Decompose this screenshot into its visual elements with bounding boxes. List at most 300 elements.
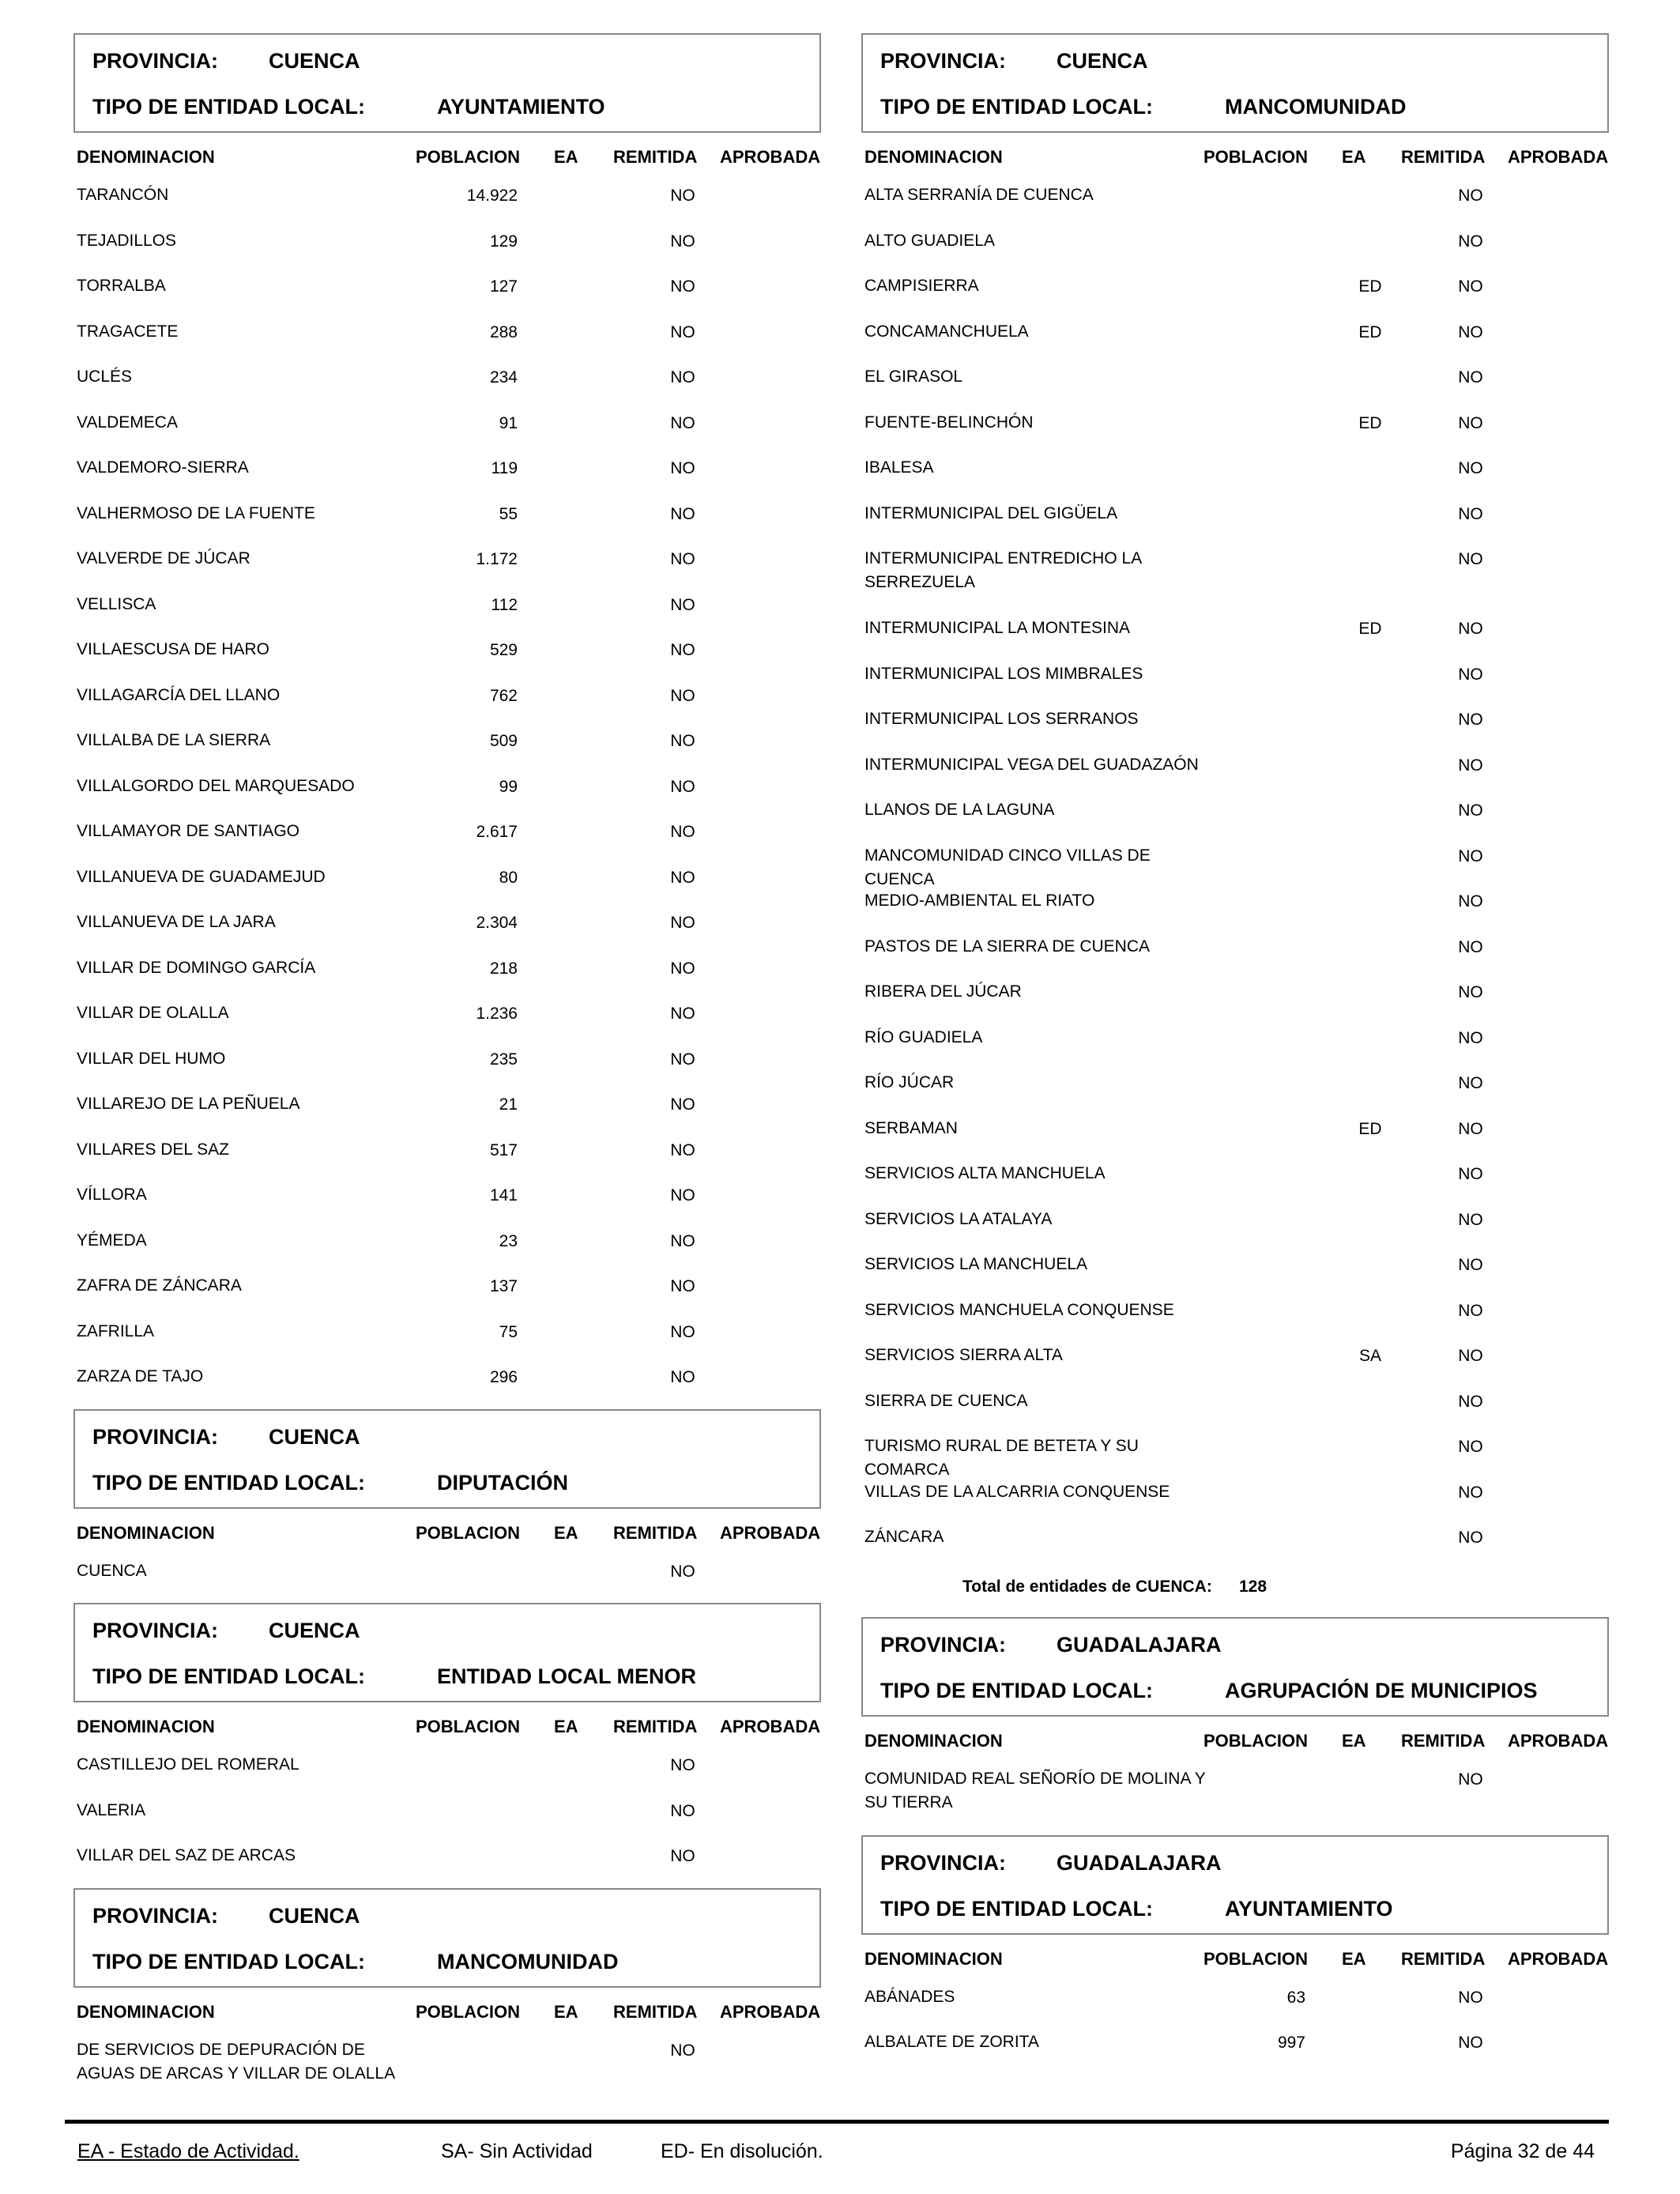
provincia-label: PROVINCIA: bbox=[92, 1424, 219, 1449]
provincia-value: CUENCA bbox=[269, 1619, 360, 1642]
section-header bbox=[861, 33, 1609, 133]
tipo-entidad-value: AYUNTAMIENTO bbox=[1225, 1896, 1393, 1921]
section-header bbox=[73, 33, 821, 133]
entity-name: TEJADILLOS bbox=[77, 231, 177, 250]
entity-population: 80 bbox=[499, 868, 518, 887]
table-row bbox=[861, 1248, 1609, 1294]
col-remitida: REMITIDA bbox=[613, 1522, 698, 1543]
entity-population: 91 bbox=[499, 413, 518, 432]
table-row bbox=[861, 1066, 1609, 1112]
entity-ea: ED bbox=[1358, 1119, 1382, 1138]
entity-remitida: NO bbox=[670, 641, 695, 659]
col-denominacion: DENOMINACION bbox=[864, 1730, 1003, 1751]
table-row bbox=[861, 748, 1609, 794]
col-aprobada: APROBADA bbox=[720, 1717, 821, 1736]
tipo-entidad-label: TIPO DE ENTIDAD LOCAL: bbox=[880, 1678, 1153, 1702]
entity-remitida: NO bbox=[670, 732, 695, 750]
tipo-entidad-value: DIPUTACIÓN bbox=[437, 1470, 568, 1495]
provincia-label: PROVINCIA: bbox=[880, 49, 1007, 73]
entity-name: VILLARES DEL SAZ bbox=[77, 1140, 229, 1159]
col-aprobada: APROBADA bbox=[1508, 147, 1609, 167]
entity-population: 127 bbox=[489, 277, 518, 296]
section-gap bbox=[73, 2103, 821, 2106]
table-row bbox=[861, 1157, 1609, 1203]
entity-remitida: NO bbox=[1458, 187, 1483, 205]
entity-remitida: NO bbox=[1458, 756, 1483, 775]
entity-ea: ED bbox=[1358, 620, 1382, 638]
entity-name: RÍO JÚCAR bbox=[864, 1073, 955, 1091]
col-poblacion: POBLACION bbox=[416, 147, 520, 167]
entity-population: 517 bbox=[489, 1140, 518, 1159]
table-row bbox=[861, 839, 1609, 888]
table-row bbox=[73, 679, 821, 725]
entity-remitida: NO bbox=[1458, 1119, 1483, 1138]
table-row bbox=[861, 1112, 1609, 1158]
entity-name: SIERRA DE CUENCA bbox=[864, 1391, 1028, 1410]
entity-remitida: NO bbox=[1458, 620, 1483, 638]
table-row bbox=[73, 997, 821, 1042]
provincia-value: GUADALAJARA bbox=[1057, 1632, 1222, 1657]
entity-population: 509 bbox=[489, 732, 518, 750]
table-row bbox=[73, 633, 821, 679]
table-row bbox=[73, 1224, 821, 1270]
table-row bbox=[73, 179, 821, 224]
table-row bbox=[73, 1315, 821, 1361]
entity-remitida: NO bbox=[1458, 1988, 1483, 2007]
section-header bbox=[861, 1617, 1609, 1717]
table-row bbox=[861, 224, 1609, 270]
entity-name: INTERMUNICIPAL ENTREDICHO LA SERREZUELA bbox=[864, 549, 1142, 591]
entity-remitida: NO bbox=[1458, 1165, 1483, 1183]
entity-name: VILLALGORDO DEL MARQUESADO bbox=[77, 776, 355, 795]
entity-name: LLANOS DE LA LAGUNA bbox=[864, 801, 1055, 819]
table-row bbox=[861, 794, 1609, 839]
tipo-entidad-label: TIPO DE ENTIDAD LOCAL: bbox=[880, 1896, 1153, 1921]
entity-name: SERVICIOS MANCHUELA CONQUENSE bbox=[864, 1300, 1174, 1319]
tipo-entidad-value: MANCOMUNIDAD bbox=[1225, 95, 1407, 119]
col-aprobada: APROBADA bbox=[720, 2001, 821, 2022]
table-header bbox=[73, 1509, 821, 1555]
entity-population: 2.617 bbox=[476, 823, 518, 841]
entity-population: 63 bbox=[1286, 1988, 1305, 2007]
entity-remitida: NO bbox=[670, 1368, 695, 1386]
table-row bbox=[861, 1476, 1609, 1521]
entity-name: SERVICIOS ALTA MANCHUELA bbox=[864, 1164, 1106, 1182]
col-poblacion: POBLACION bbox=[416, 1522, 520, 1543]
tipo-entidad-label: TIPO DE ENTIDAD LOCAL: bbox=[92, 1664, 365, 1688]
table-row bbox=[73, 1133, 821, 1179]
entity-remitida: NO bbox=[1458, 937, 1483, 956]
entity-name: VILLAGARCÍA DEL LLANO bbox=[77, 685, 281, 704]
section-header bbox=[73, 1603, 821, 1702]
total-label: Total de entidades de CUENCA: bbox=[962, 1577, 1212, 1596]
entity-name: EL GIRASOL bbox=[864, 368, 963, 386]
entity-name: VELLISCA bbox=[77, 594, 156, 613]
col-denominacion: DENOMINACION bbox=[77, 1717, 215, 1736]
table-row bbox=[861, 270, 1609, 315]
entity-remitida: NO bbox=[670, 595, 695, 614]
entity-ea: ED bbox=[1358, 277, 1382, 296]
table-row bbox=[73, 588, 821, 634]
table-row bbox=[861, 1294, 1609, 1340]
entity-name: RÍO GUADIELA bbox=[864, 1027, 983, 1046]
entity-remitida: NO bbox=[1458, 1438, 1483, 1456]
entity-name: VALERIA bbox=[77, 1800, 146, 1819]
footer-divider bbox=[65, 2120, 1609, 2124]
entity-population: 1.172 bbox=[476, 550, 518, 568]
provincia-value: CUENCA bbox=[269, 49, 360, 73]
table-row bbox=[861, 497, 1609, 543]
entity-name: SERVICIOS LA MANCHUELA bbox=[864, 1255, 1088, 1273]
entity-name: MEDIO-AMBIENTAL EL RIATO bbox=[864, 892, 1095, 910]
entity-remitida: NO bbox=[670, 322, 695, 341]
ea-legend: EA - Estado de Actividad. bbox=[77, 2140, 299, 2162]
table-row bbox=[73, 1839, 821, 1885]
col-poblacion: POBLACION bbox=[1203, 1730, 1308, 1751]
table-row bbox=[861, 451, 1609, 497]
section-gap bbox=[861, 2071, 1609, 2075]
tipo-entidad-value: ENTIDAD LOCAL MENOR bbox=[437, 1664, 696, 1688]
entity-remitida: NO bbox=[670, 1005, 695, 1023]
table-row bbox=[73, 451, 821, 497]
col-poblacion: POBLACION bbox=[1203, 147, 1308, 167]
entity-name: VÍLLORA bbox=[77, 1186, 147, 1204]
table-row bbox=[73, 952, 821, 997]
entity-remitida: NO bbox=[1458, 1210, 1483, 1229]
table-header bbox=[73, 1988, 821, 2034]
entity-remitida: NO bbox=[670, 1562, 695, 1581]
entity-remitida: NO bbox=[1458, 1770, 1483, 1789]
entity-population: 21 bbox=[499, 1095, 518, 1114]
col-remitida: REMITIDA bbox=[613, 147, 698, 167]
entity-name: INTERMUNICIPAL LA MONTESINA bbox=[864, 619, 1131, 637]
entity-name: VALHERMOSO DE LA FUENTE bbox=[77, 503, 315, 522]
table-row bbox=[73, 406, 821, 452]
entity-remitida: NO bbox=[1458, 413, 1483, 432]
entity-population: 288 bbox=[489, 322, 518, 341]
table-row bbox=[861, 406, 1609, 452]
table-row bbox=[861, 1385, 1609, 1431]
table-row bbox=[73, 1269, 821, 1315]
entity-remitida: NO bbox=[1458, 711, 1483, 729]
table-row bbox=[861, 975, 1609, 1021]
section-header bbox=[861, 1835, 1609, 1935]
entity-name: VILLAREJO DE LA PEÑUELA bbox=[77, 1095, 300, 1113]
provincia-value: CUENCA bbox=[269, 1903, 360, 1928]
col-ea: EA bbox=[554, 2001, 578, 2022]
entity-name: SERBAMAN bbox=[864, 1118, 958, 1137]
entity-remitida: NO bbox=[1458, 1529, 1483, 1547]
table-row bbox=[861, 1021, 1609, 1067]
table-header bbox=[73, 133, 821, 179]
table-row bbox=[73, 1360, 821, 1406]
col-denominacion: DENOMINACION bbox=[77, 1522, 215, 1543]
entity-name: VILLANUEVA DE GUADAMEJUD bbox=[77, 867, 326, 886]
entity-remitida: NO bbox=[670, 914, 695, 932]
entity-name: CASTILLEJO DEL ROMERAL bbox=[77, 1755, 299, 1774]
table-row bbox=[73, 1088, 821, 1133]
tipo-entidad-value: MANCOMUNIDAD bbox=[437, 1949, 619, 1973]
col-remitida: REMITIDA bbox=[613, 1717, 698, 1736]
entity-population: 2.304 bbox=[476, 914, 518, 932]
entity-remitida: NO bbox=[670, 459, 695, 477]
entity-name: INTERMUNICIPAL LOS MIMBRALES bbox=[864, 664, 1143, 683]
entity-remitida: NO bbox=[670, 1050, 695, 1069]
entity-remitida: NO bbox=[670, 550, 695, 568]
entity-name: CUENCA bbox=[77, 1561, 147, 1580]
table-row bbox=[861, 658, 1609, 703]
col-denominacion: DENOMINACION bbox=[77, 147, 215, 167]
entity-population: 997 bbox=[1277, 2034, 1305, 2052]
entity-name: MANCOMUNIDAD CINCO VILLAS DE CUENCA bbox=[864, 846, 1151, 888]
table-row bbox=[73, 1555, 821, 1600]
table-row bbox=[73, 542, 821, 588]
col-remitida: REMITIDA bbox=[1401, 1948, 1486, 1969]
total-value: 128 bbox=[1239, 1577, 1268, 1596]
table-row bbox=[73, 861, 821, 907]
entity-name: VALDEMECA bbox=[77, 413, 178, 432]
entity-remitida: NO bbox=[670, 1231, 695, 1250]
table-row bbox=[73, 315, 821, 361]
entity-remitida: NO bbox=[670, 868, 695, 887]
entity-remitida: NO bbox=[670, 368, 695, 386]
entity-remitida: NO bbox=[1458, 1074, 1483, 1092]
col-aprobada: APROBADA bbox=[1508, 1948, 1609, 1969]
table-row bbox=[73, 1042, 821, 1088]
table-row bbox=[73, 770, 821, 816]
entity-remitida: NO bbox=[1458, 322, 1483, 341]
entity-name: CONCAMANCHUELA bbox=[864, 322, 1029, 341]
table-row bbox=[73, 224, 821, 270]
entity-remitida: NO bbox=[1458, 459, 1483, 477]
entity-population: 14.922 bbox=[466, 187, 518, 205]
col-ea: EA bbox=[1342, 147, 1366, 167]
table-row bbox=[73, 2034, 821, 2103]
entity-name: ZARZA DE TAJO bbox=[77, 1367, 204, 1385]
total-row bbox=[861, 1566, 1609, 1614]
entity-ea: ED bbox=[1358, 413, 1382, 432]
entity-name: INTERMUNICIPAL VEGA DEL GUADAZAÓN bbox=[864, 755, 1199, 774]
entity-name: VILLAR DE DOMINGO GARCÍA bbox=[77, 958, 316, 977]
entity-name: TRAGACETE bbox=[77, 322, 179, 341]
entity-remitida: NO bbox=[1458, 1256, 1483, 1274]
entity-remitida: NO bbox=[670, 277, 695, 296]
entity-name: VILLAESCUSA DE HARO bbox=[77, 640, 269, 658]
tipo-entidad-label: TIPO DE ENTIDAD LOCAL: bbox=[92, 1470, 365, 1495]
table-row bbox=[861, 1981, 1609, 2026]
col-denominacion: DENOMINACION bbox=[864, 1948, 1003, 1969]
table-row bbox=[861, 1339, 1609, 1385]
entity-name: INTERMUNICIPAL LOS SERRANOS bbox=[864, 710, 1139, 728]
entity-remitida: NO bbox=[1458, 846, 1483, 865]
entity-remitida: NO bbox=[1458, 1347, 1483, 1365]
col-poblacion: POBLACION bbox=[416, 2001, 520, 2022]
entity-remitida: NO bbox=[670, 1095, 695, 1114]
page-number: Página 32 de 44 bbox=[1450, 2140, 1595, 2162]
table-row bbox=[861, 179, 1609, 224]
entity-name: TARANCÓN bbox=[77, 186, 169, 204]
tipo-entidad-label: TIPO DE ENTIDAD LOCAL: bbox=[880, 95, 1153, 119]
provincia-label: PROVINCIA: bbox=[880, 1850, 1007, 1875]
table-row bbox=[73, 1794, 821, 1840]
col-ea: EA bbox=[1342, 1730, 1366, 1751]
entity-remitida: NO bbox=[1458, 550, 1483, 568]
col-denominacion: DENOMINACION bbox=[864, 147, 1003, 167]
table-row bbox=[73, 270, 821, 315]
entity-population: 112 bbox=[491, 595, 518, 614]
col-remitida: REMITIDA bbox=[1401, 1730, 1486, 1751]
entity-remitida: NO bbox=[670, 1847, 695, 1865]
entity-name: VILLAR DEL HUMO bbox=[77, 1049, 226, 1068]
provincia-label: PROVINCIA: bbox=[92, 49, 219, 73]
entity-population: 99 bbox=[499, 777, 518, 796]
col-ea: EA bbox=[554, 1522, 578, 1543]
entity-remitida: NO bbox=[670, 232, 695, 251]
entity-name: IBALESA bbox=[864, 458, 934, 477]
entity-remitida: NO bbox=[1458, 892, 1483, 910]
table-row bbox=[861, 1203, 1609, 1249]
tipo-entidad-value: AGRUPACIÓN DE MUNICIPIOS bbox=[1225, 1678, 1538, 1702]
entity-name: INTERMUNICIPAL DEL GIGÜELA bbox=[864, 503, 1118, 522]
entity-name: FUENTE-BELINCHÓN bbox=[864, 413, 1034, 432]
entity-name: VILLALBA DE LA SIERRA bbox=[77, 731, 271, 749]
section-header bbox=[73, 1409, 821, 1509]
tipo-entidad-label: TIPO DE ENTIDAD LOCAL: bbox=[92, 95, 365, 119]
col-poblacion: POBLACION bbox=[416, 1717, 520, 1736]
entity-remitida: NO bbox=[670, 504, 695, 523]
entity-remitida: NO bbox=[1458, 232, 1483, 251]
tipo-entidad-label: TIPO DE ENTIDAD LOCAL: bbox=[92, 1949, 365, 1973]
table-row bbox=[861, 542, 1609, 612]
entity-population: 234 bbox=[489, 368, 518, 386]
table-row bbox=[861, 1762, 1609, 1832]
entity-population: 23 bbox=[499, 1231, 518, 1250]
entity-name: TORRALBA bbox=[77, 277, 166, 295]
entity-remitida: NO bbox=[1458, 801, 1483, 820]
table-row bbox=[73, 724, 821, 770]
entity-population: 235 bbox=[489, 1050, 518, 1069]
entity-remitida: NO bbox=[670, 1277, 695, 1295]
entity-name: SERVICIOS LA ATALAYA bbox=[864, 1209, 1053, 1228]
entity-population: 119 bbox=[491, 459, 518, 477]
entity-name: SERVICIOS SIERRA ALTA bbox=[864, 1346, 1063, 1364]
entity-remitida: NO bbox=[1458, 1028, 1483, 1047]
table-row bbox=[861, 1430, 1609, 1479]
entity-remitida: NO bbox=[670, 1322, 695, 1341]
col-ea: EA bbox=[554, 1717, 578, 1736]
entity-remitida: NO bbox=[670, 686, 695, 705]
entity-ea: ED bbox=[1358, 322, 1382, 341]
entity-population: 141 bbox=[489, 1186, 518, 1204]
entity-name: ALTO GUADIELA bbox=[864, 231, 995, 250]
entity-remitida: NO bbox=[1458, 1483, 1483, 1502]
entity-population: 1.236 bbox=[476, 1005, 518, 1023]
col-ea: EA bbox=[1342, 1948, 1366, 1969]
entity-remitida: NO bbox=[1458, 1392, 1483, 1411]
entity-name: ZÁNCARA bbox=[864, 1528, 944, 1546]
entity-population: 296 bbox=[489, 1368, 518, 1386]
entity-remitida: NO bbox=[1458, 2034, 1483, 2052]
table-row bbox=[861, 930, 1609, 976]
col-poblacion: POBLACION bbox=[1203, 1948, 1308, 1969]
provincia-label: PROVINCIA: bbox=[880, 1632, 1007, 1657]
entity-population: 218 bbox=[489, 959, 518, 978]
entity-name: VILLAMAYOR DE SANTIAGO bbox=[77, 822, 300, 840]
table-row bbox=[73, 1178, 821, 1224]
entity-remitida: NO bbox=[670, 777, 695, 796]
table-row bbox=[861, 703, 1609, 748]
table-header bbox=[861, 133, 1609, 179]
entity-name: ZAFRILLA bbox=[77, 1321, 155, 1340]
col-denominacion: DENOMINACION bbox=[77, 2001, 215, 2022]
entity-remitida: NO bbox=[670, 1801, 695, 1820]
entity-remitida: NO bbox=[1458, 983, 1483, 1001]
entity-remitida: NO bbox=[670, 1140, 695, 1159]
table-row bbox=[73, 815, 821, 861]
entity-name: VILLAR DE OLALLA bbox=[77, 1004, 229, 1022]
entity-population: 129 bbox=[489, 232, 518, 251]
table-header bbox=[861, 1717, 1609, 1762]
entity-name: VILLANUEVA DE LA JARA bbox=[77, 913, 276, 931]
entity-population: 762 bbox=[489, 686, 518, 705]
entity-remitida: NO bbox=[670, 823, 695, 841]
table-row bbox=[861, 1521, 1609, 1566]
right-column bbox=[861, 33, 1609, 2075]
table-row bbox=[861, 2026, 1609, 2071]
table-row bbox=[861, 315, 1609, 361]
tipo-entidad-value: AYUNTAMIENTO bbox=[437, 95, 605, 119]
entity-remitida: NO bbox=[1458, 277, 1483, 296]
entity-remitida: NO bbox=[670, 1756, 695, 1774]
entity-population: 75 bbox=[499, 1322, 518, 1341]
provincia-label: PROVINCIA: bbox=[92, 1903, 219, 1928]
entity-name: VALDEMORO-SIERRA bbox=[77, 458, 249, 477]
table-row bbox=[861, 612, 1609, 658]
col-aprobada: APROBADA bbox=[720, 147, 821, 167]
table-row bbox=[861, 884, 1609, 930]
entity-name: RIBERA DEL JÚCAR bbox=[864, 982, 1022, 1001]
col-remitida: REMITIDA bbox=[613, 2001, 698, 2022]
provincia-value: CUENCA bbox=[1057, 49, 1148, 73]
table-header bbox=[861, 1935, 1609, 1981]
entity-name: CAMPISIERRA bbox=[864, 277, 979, 295]
entity-name: UCLÉS bbox=[77, 368, 133, 386]
entity-population: 55 bbox=[499, 504, 518, 523]
provincia-value: CUENCA bbox=[269, 1424, 360, 1449]
entity-remitida: NO bbox=[670, 413, 695, 432]
entity-name: YÉMEDA bbox=[77, 1231, 147, 1250]
col-aprobada: APROBADA bbox=[1508, 1730, 1609, 1751]
entity-name: ABÁNADES bbox=[864, 1987, 955, 2006]
table-row bbox=[73, 906, 821, 952]
entity-remitida: NO bbox=[670, 187, 695, 205]
entity-name: ALTA SERRANÍA DE CUENCA bbox=[864, 186, 1094, 204]
col-aprobada: APROBADA bbox=[720, 1522, 821, 1543]
entity-name: VILLAR DEL SAZ DE ARCAS bbox=[77, 1846, 296, 1864]
entity-remitida: NO bbox=[1458, 1301, 1483, 1320]
entity-name: TURISMO RURAL DE BETETA Y SU COMARCA bbox=[864, 1437, 1139, 1479]
entity-remitida: NO bbox=[670, 2041, 695, 2060]
ed-legend: ED- En disolución. bbox=[661, 2140, 823, 2162]
sa-legend: SA- Sin Actividad bbox=[441, 2140, 593, 2162]
table-row bbox=[73, 497, 821, 543]
provincia-label: PROVINCIA: bbox=[92, 1619, 219, 1642]
entity-name: DE SERVICIOS DE DEPURACIÓN DE AGUAS DE ARCAS Y VILLAR DE OLALLA bbox=[77, 2040, 396, 2083]
entity-population: 137 bbox=[489, 1277, 518, 1295]
entity-population: 529 bbox=[489, 641, 518, 659]
left-column bbox=[73, 33, 821, 2106]
entity-name: ALBALATE DE ZORITA bbox=[864, 2033, 1039, 2051]
